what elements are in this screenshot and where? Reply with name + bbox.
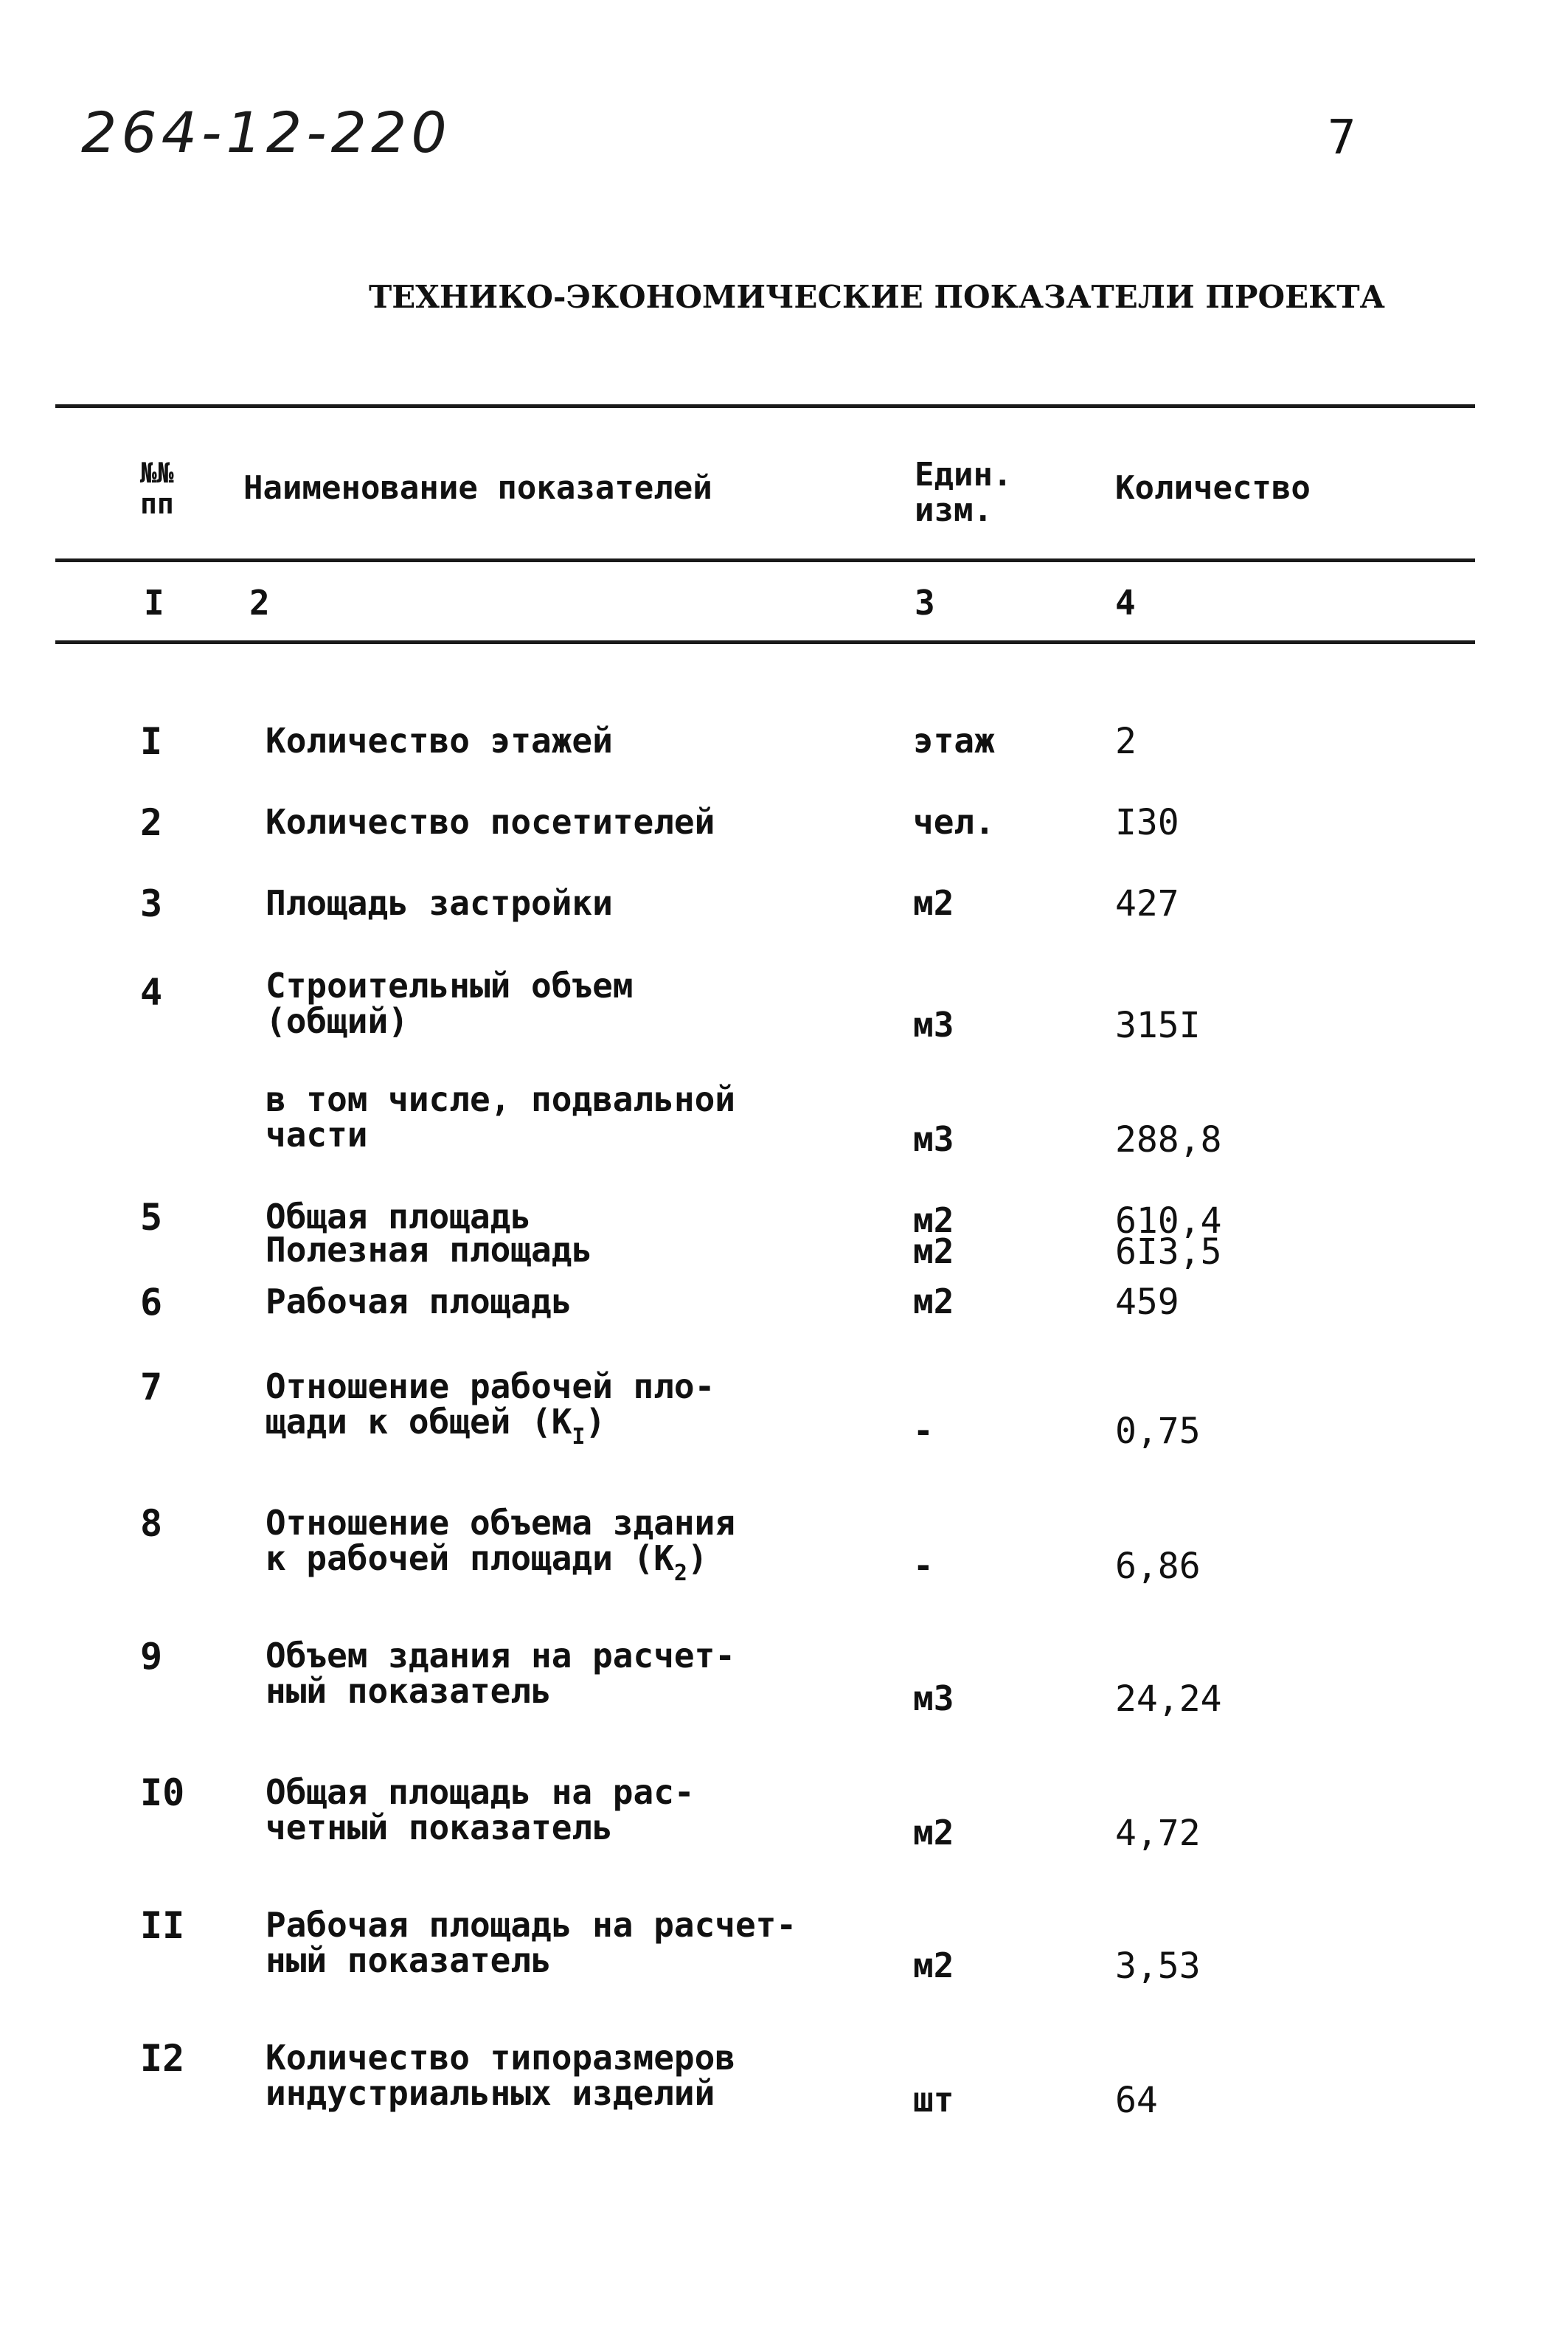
subscript: 2 <box>673 1560 687 1586</box>
row-indicator-name: Отношение рабочей пло- щади к общей $(К_I)$ <box>266 1366 715 1450</box>
row-indicator-name: Количество посетителей <box>266 802 715 842</box>
row-number: 2 <box>140 801 163 844</box>
page-number: 7 <box>1328 111 1356 165</box>
row-indicator-name: Количество типоразмеров индустриальных изделий <box>266 2038 735 2113</box>
row-unit: шт <box>913 2080 954 2120</box>
column-number-2: 2 <box>249 583 270 623</box>
row-quantity: 2 <box>1115 721 1137 762</box>
document-code: 264-12-220 <box>81 100 451 165</box>
column-number-4: 4 <box>1115 583 1136 623</box>
row-quantity: 427 <box>1115 883 1179 924</box>
subscript: I <box>572 1424 586 1450</box>
header-bottom-rule <box>55 558 1475 562</box>
row-unit: м2 <box>913 1282 954 1321</box>
row-indicator-name: Общая площадь на рас- четный показатель <box>266 1772 695 1847</box>
row-quantity: 3,53 <box>1115 1945 1201 1987</box>
row-unit: м3 <box>913 1678 954 1718</box>
row-indicator-name: Объем здания на расчет- ный показатель <box>266 1636 735 1711</box>
column-header-qty: Количество <box>1115 469 1311 507</box>
row-number: 5 <box>140 1196 163 1239</box>
row-quantity: 24,24 <box>1115 1678 1222 1720</box>
row-number: 3 <box>140 882 163 925</box>
row-number: 7 <box>140 1366 163 1408</box>
row-unit: - <box>913 1546 934 1585</box>
table-top-rule <box>55 404 1475 408</box>
row-number: I0 <box>140 1771 185 1814</box>
row-number: 4 <box>140 971 163 1014</box>
row-indicator-name: Рабочая площадь на расчет- ный показатель <box>266 1905 797 1980</box>
row-indicator-name: Рабочая площадь <box>266 1282 572 1321</box>
row-number: II <box>140 1904 185 1947</box>
row-quantity: 0,75 <box>1115 1411 1201 1452</box>
row-number: I <box>140 720 163 763</box>
row-quantity: 4,72 <box>1115 1813 1201 1854</box>
column-header-unit: Един. изм. <box>915 456 1013 529</box>
row-indicator-name: Строительный объем (общий) <box>266 966 634 1041</box>
row-quantity: 6I3,5 <box>1115 1231 1222 1273</box>
row-quantity: 315I <box>1115 1005 1201 1046</box>
row-unit: м2 <box>913 1231 954 1271</box>
row-number: 6 <box>140 1281 163 1324</box>
row-unit: м3 <box>913 1119 954 1159</box>
row-unit: чел. <box>913 802 995 842</box>
row-unit: м2 <box>913 1945 954 1985</box>
row-quantity: 288,8 <box>1115 1119 1222 1161</box>
row-number: 9 <box>140 1635 163 1678</box>
row-indicator-name: Полезная площадь <box>266 1230 593 1270</box>
column-header-num: №№ пп <box>140 457 174 520</box>
row-unit: этаж <box>913 721 995 761</box>
row-indicator-name: Общая площадь <box>266 1197 532 1236</box>
column-number-1: I <box>144 583 164 623</box>
row-unit: м3 <box>913 1005 954 1045</box>
page-title: ТЕХНИКО-ЭКОНОМИЧЕСКИЕ ПОКАЗАТЕЛИ ПРОЕКТА <box>369 279 1385 315</box>
row-unit: м2 <box>913 1813 954 1853</box>
row-quantity: 610,4 <box>1115 1200 1222 1242</box>
column-header-name: Наименование показателей <box>243 469 712 507</box>
row-indicator-name: Количество этажей <box>266 721 613 761</box>
row-indicator-name: Площадь застройки <box>266 883 613 923</box>
row-indicator-name: в том числе, подвальной части <box>266 1079 735 1155</box>
column-numbers-bottom-rule <box>55 640 1475 644</box>
row-unit: - <box>913 1411 934 1450</box>
row-quantity: 459 <box>1115 1282 1179 1323</box>
column-number-3: 3 <box>915 583 935 623</box>
row-quantity: 64 <box>1115 2080 1158 2121</box>
row-quantity: 6,86 <box>1115 1546 1201 1587</box>
row-unit: м2 <box>913 1200 954 1240</box>
row-unit: м2 <box>913 883 954 923</box>
row-quantity: I30 <box>1115 802 1179 843</box>
row-indicator-name: Отношение объема здания к рабочей площади $(К_2)$ <box>266 1503 735 1586</box>
row-number: I2 <box>140 2037 185 2080</box>
row-number: 8 <box>140 1502 163 1545</box>
